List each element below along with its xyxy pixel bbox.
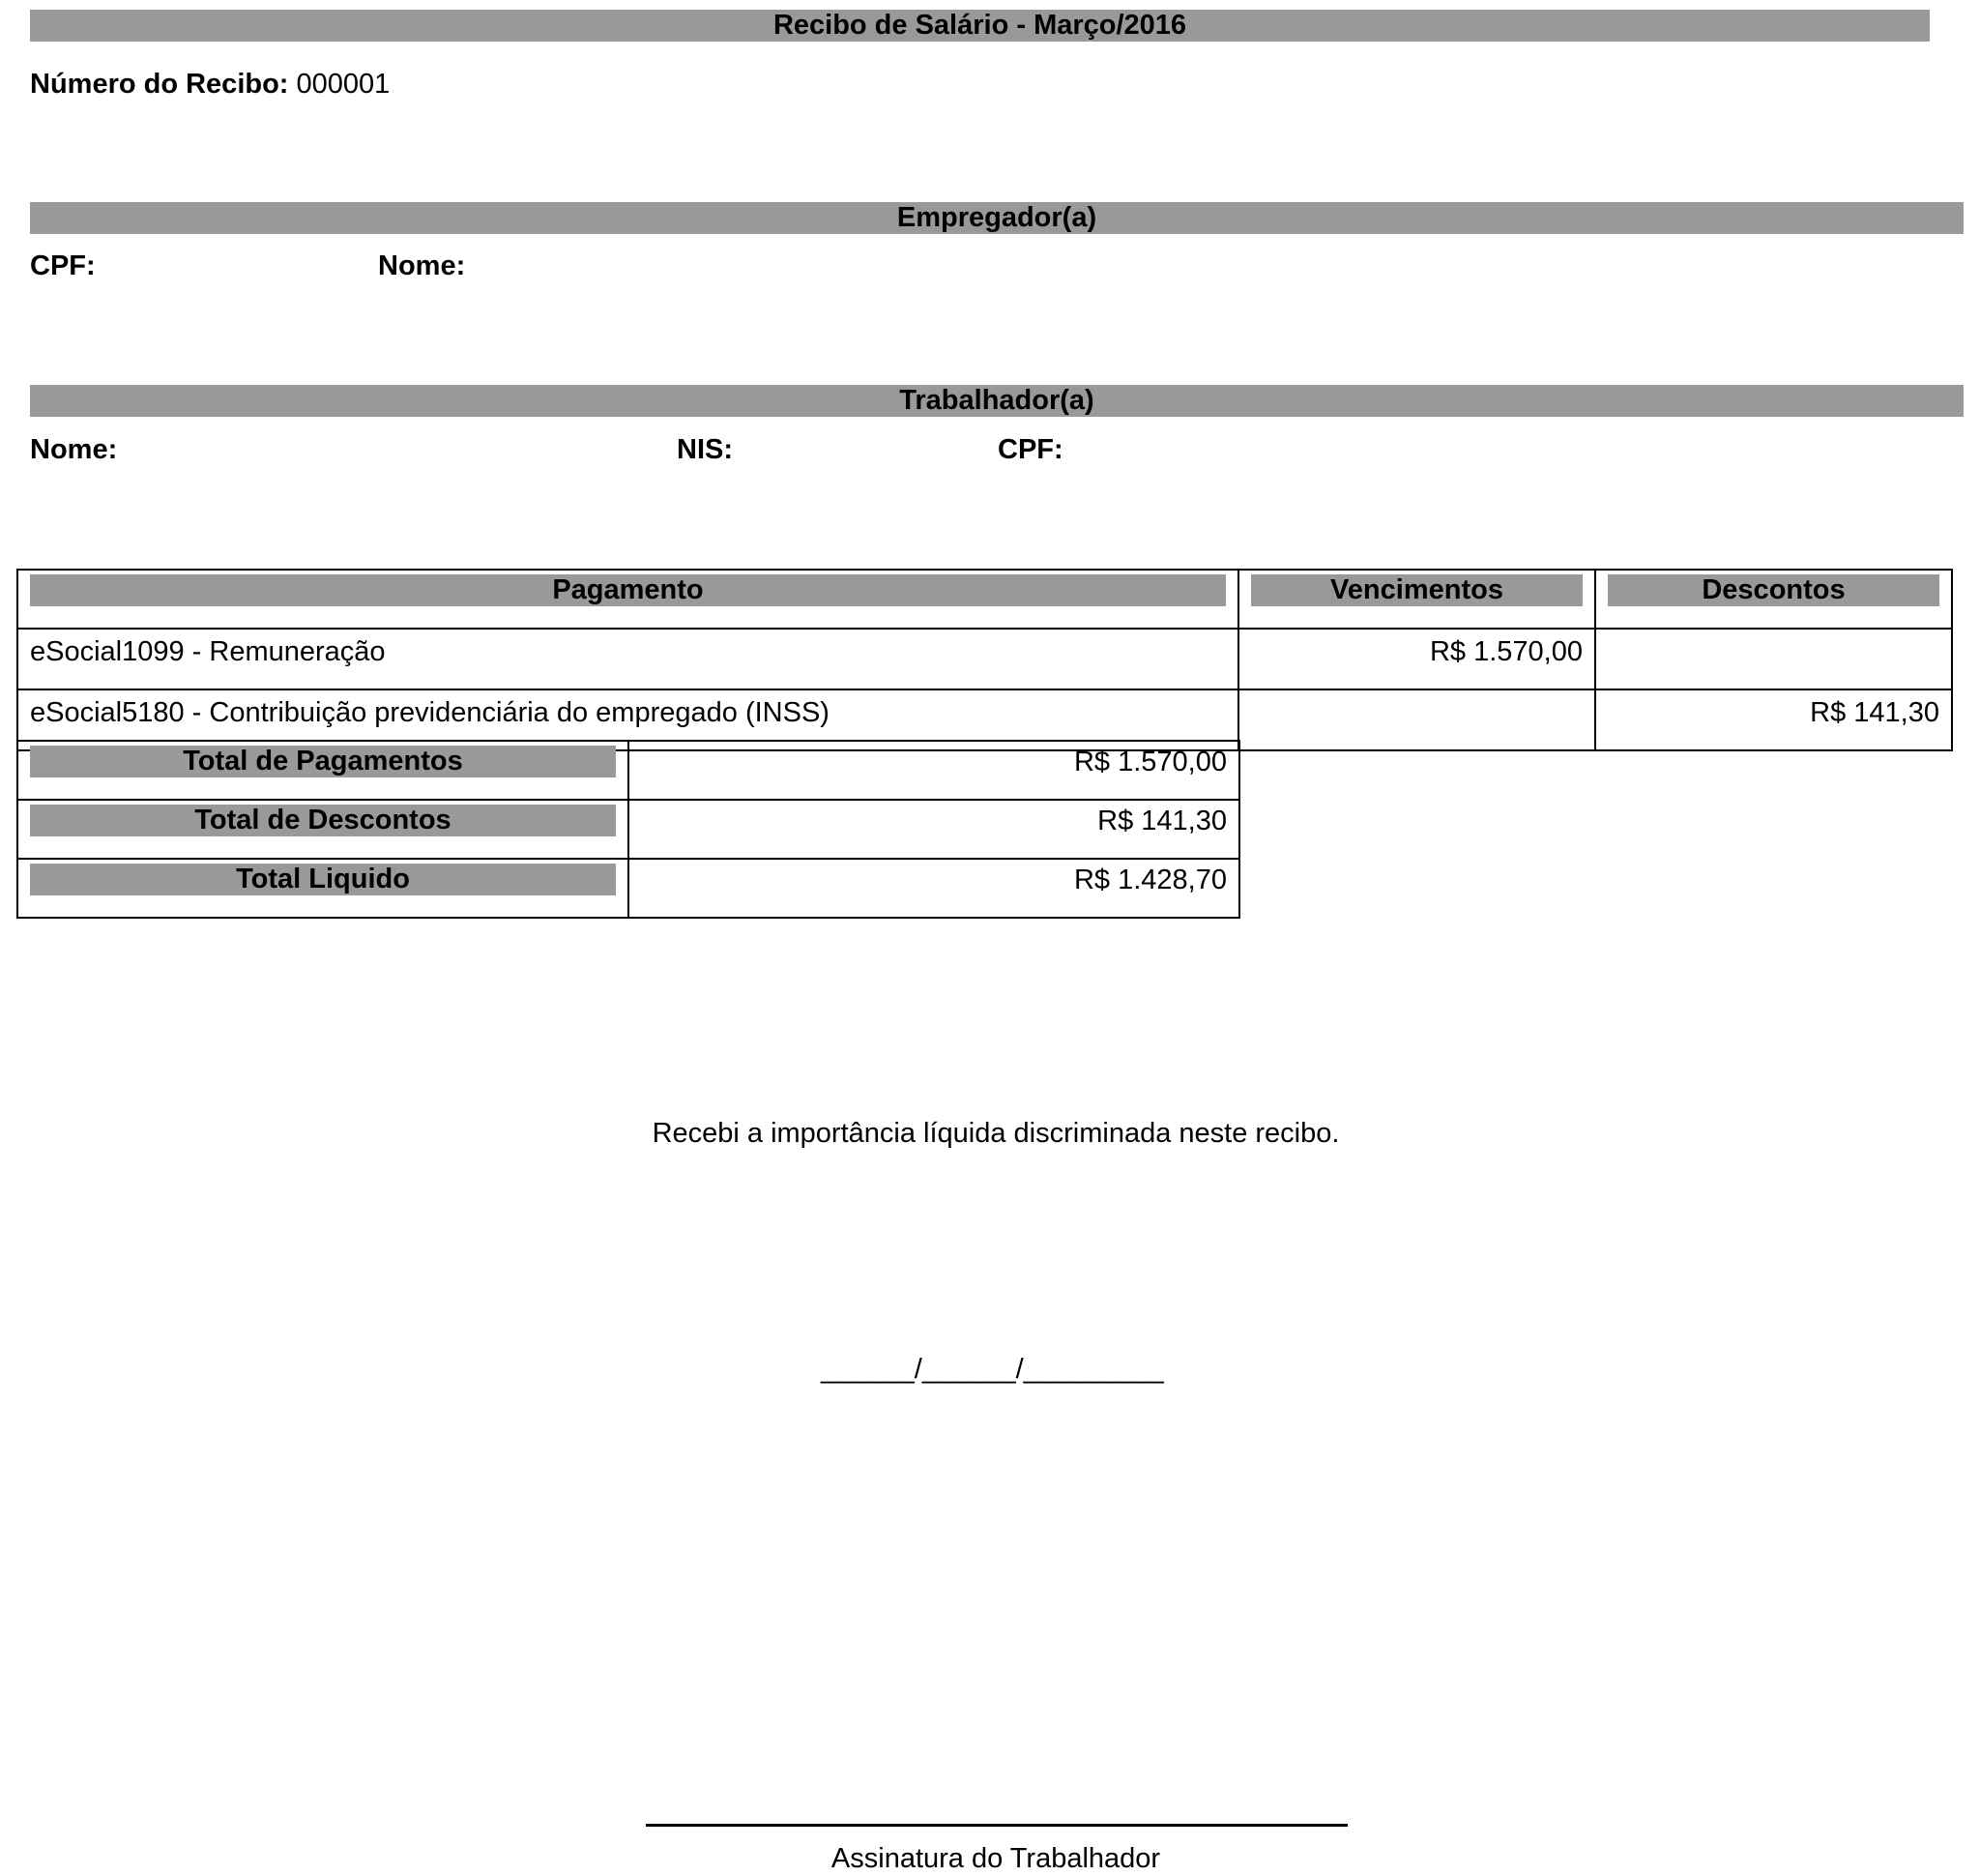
- header-cell: [1595, 570, 1952, 629]
- row-earnings: R$ 1.570,00: [1238, 629, 1595, 689]
- document-title: Recibo de Salário - Março/2016: [30, 10, 1930, 42]
- total-payments-value: R$ 1.570,00: [628, 741, 1239, 800]
- header-payment: Pagamento: [30, 574, 1226, 606]
- receipt-number-value: 000001: [296, 69, 391, 100]
- total-deductions-value: R$ 141,30: [628, 800, 1239, 859]
- total-net-label: Total Liquido: [30, 864, 616, 895]
- signature-line: [646, 1824, 1348, 1827]
- total-payments-label: Total de Pagamentos: [30, 746, 616, 777]
- employer-cpf-label: CPF:: [30, 250, 96, 281]
- total-row: [17, 800, 1239, 859]
- row-deductions: R$ 141,30: [1595, 689, 1952, 750]
- receipt-number: [30, 68, 390, 101]
- worker-name-label: Nome:: [30, 434, 118, 465]
- payments-table: [16, 569, 1953, 751]
- receipt-statement: Recebi a importância líquida discriminada neste recibo.: [652, 1118, 1340, 1149]
- worker-cpf-label: CPF:: [998, 434, 1063, 465]
- total-net-value: R$ 1.428,70: [628, 859, 1239, 918]
- total-label-cell: [17, 859, 628, 918]
- header-cell: [17, 570, 1238, 629]
- payments-header-row: [17, 570, 1952, 629]
- worker-nis-label: NIS:: [677, 434, 733, 465]
- total-row: [17, 741, 1239, 800]
- row-deductions: [1595, 629, 1952, 689]
- total-row: [17, 859, 1239, 918]
- row-description: eSocial1099 - Remuneração: [17, 629, 1238, 689]
- table-row: [17, 629, 1952, 689]
- date-blank: ______/______/_________: [821, 1354, 1164, 1385]
- total-label-cell: [17, 800, 628, 859]
- totals-table: [16, 740, 1240, 919]
- row-description: eSocial5180 - Contribuição previdenciária do empregado (INSS): [17, 689, 1238, 750]
- total-deductions-label: Total de Descontos: [30, 805, 616, 836]
- signature-label: Assinatura do Trabalhador: [830, 1843, 1161, 1874]
- receipt-number-label: Número do Recibo:: [30, 69, 289, 100]
- total-label-cell: [17, 741, 628, 800]
- header-earnings: Vencimentos: [1251, 574, 1583, 606]
- employer-name-label: Nome:: [378, 250, 466, 281]
- worker-section-header: Trabalhador(a): [30, 385, 1964, 417]
- header-deductions: Descontos: [1608, 574, 1939, 606]
- header-cell: [1238, 570, 1595, 629]
- employer-section-header: Empregador(a): [30, 202, 1964, 234]
- row-earnings: [1238, 689, 1595, 750]
